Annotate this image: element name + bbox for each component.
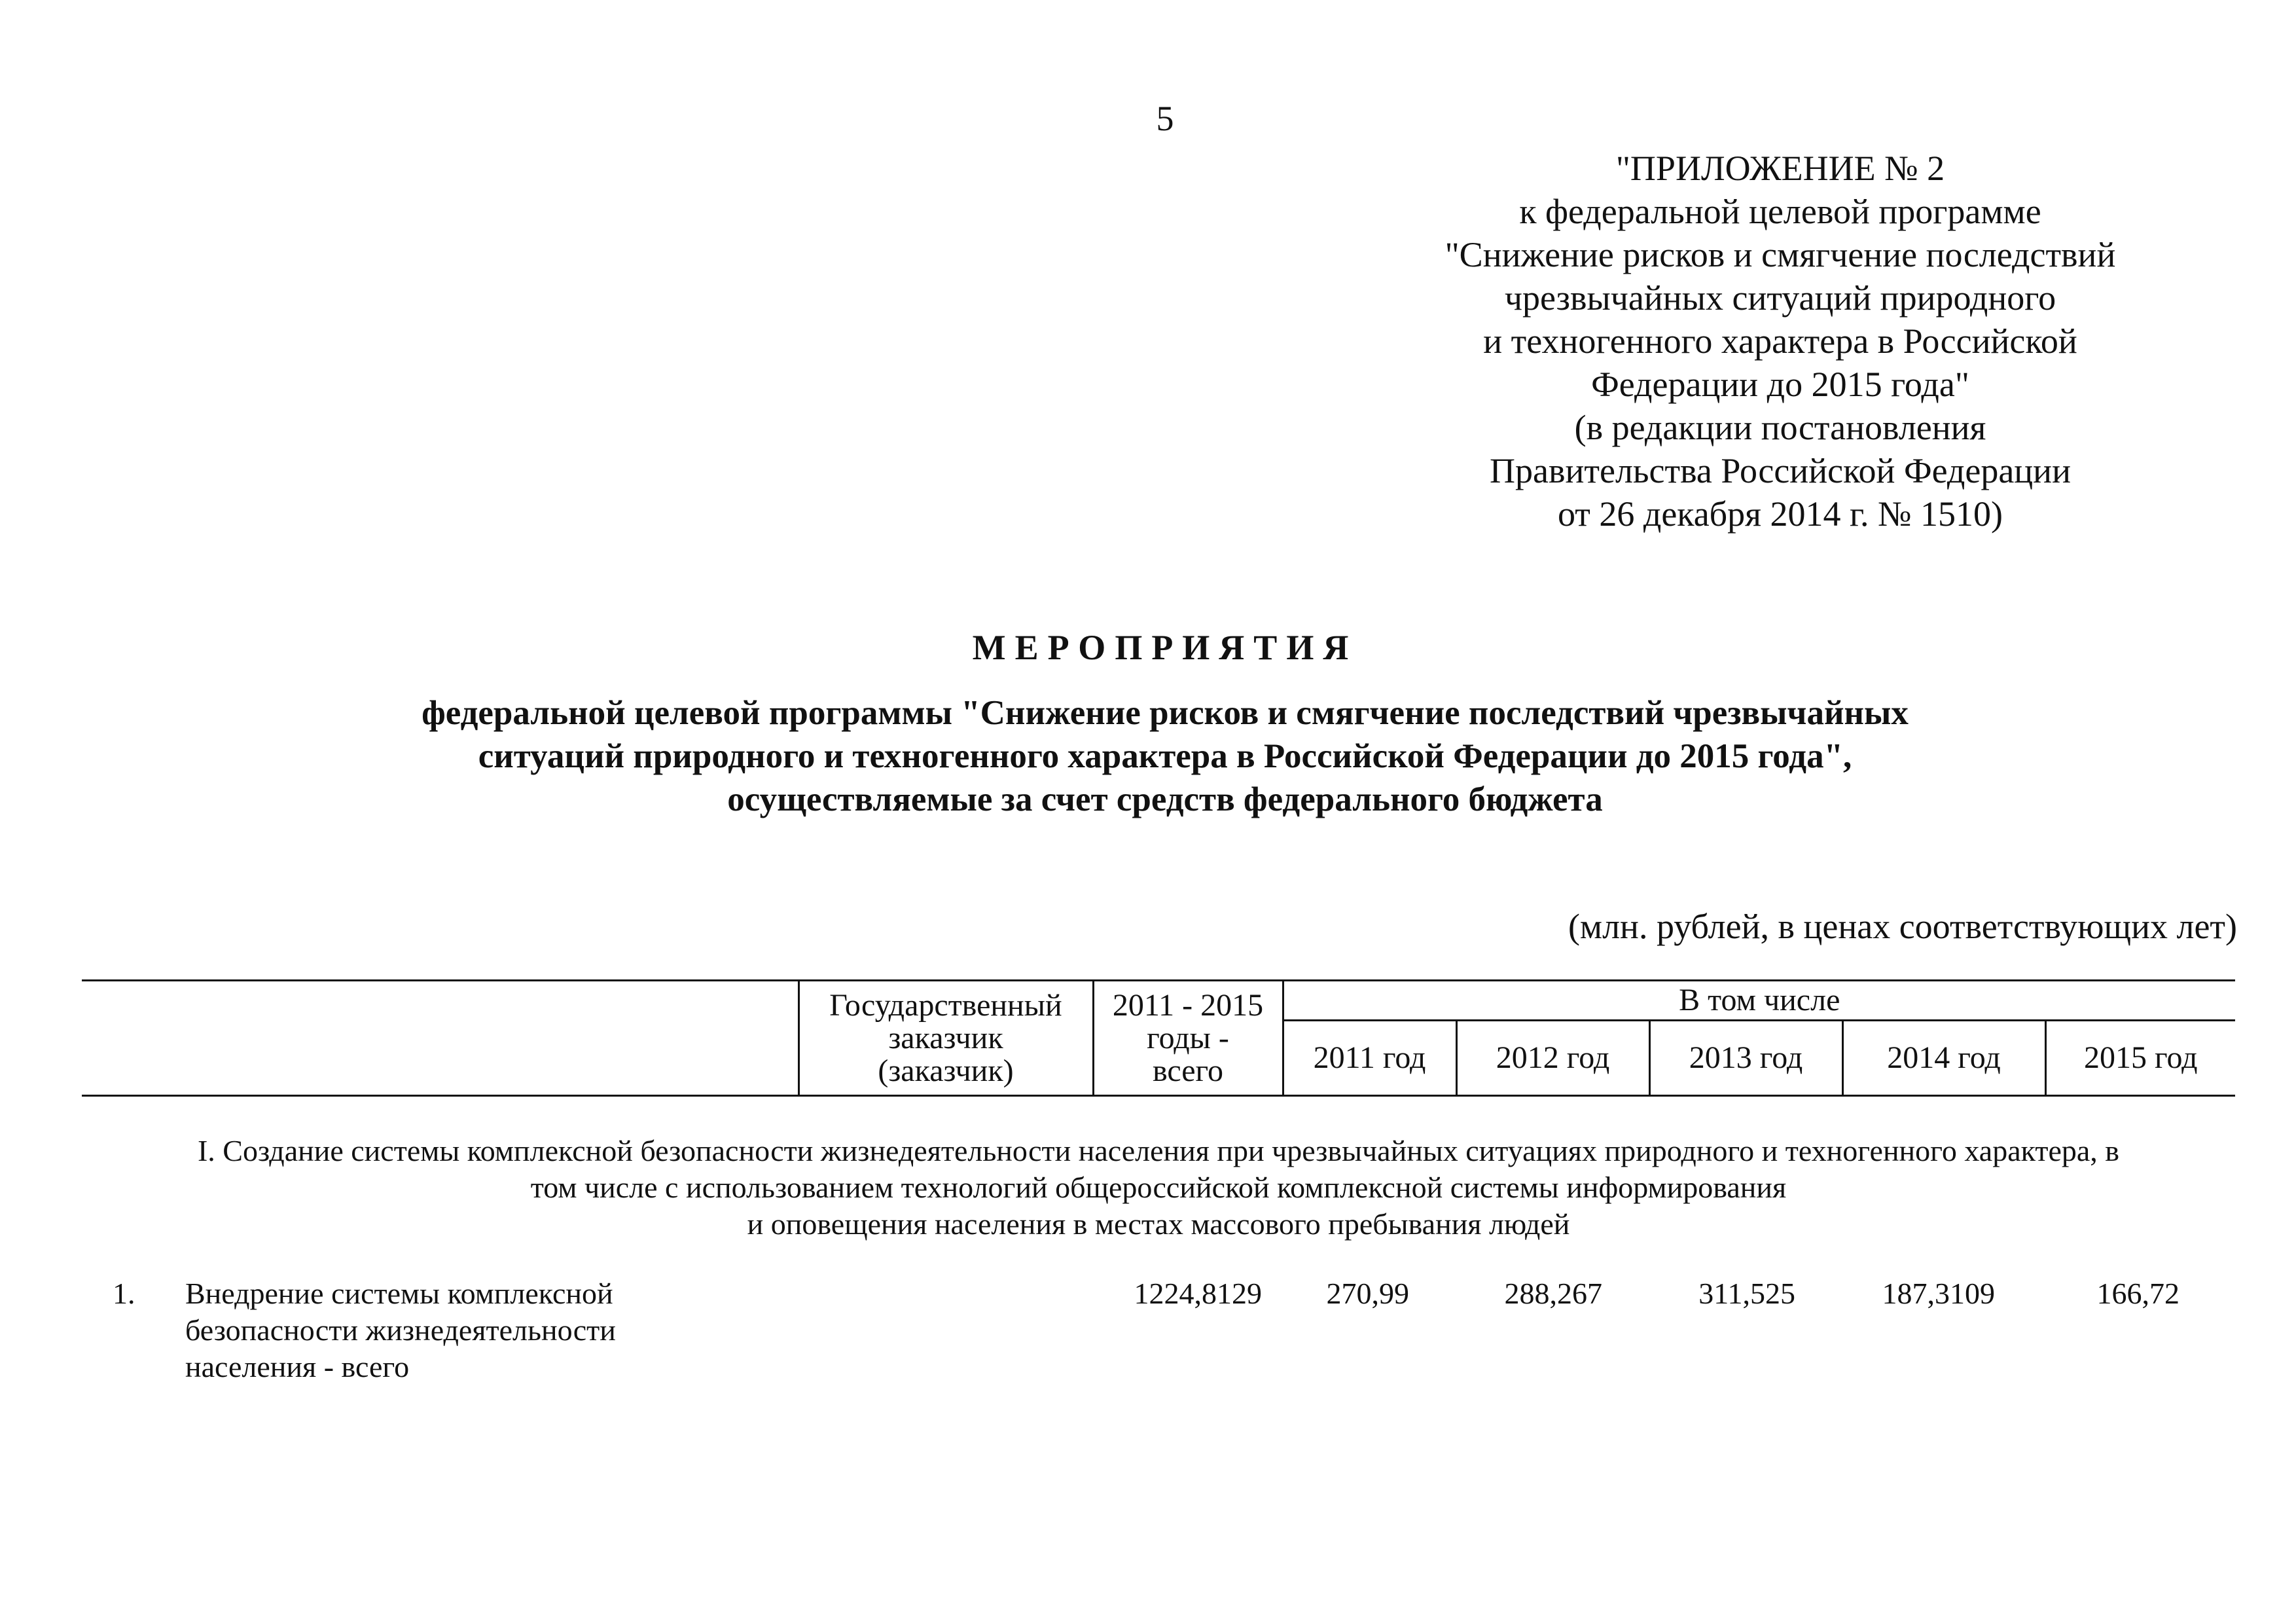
header-customer-line: Государственный [829,987,1062,1023]
header-rule [1283,1095,1456,1096]
subheading-line: федеральной целевой программы "Снижение рисков и смягчение последствий чрезвычайных [422,694,1909,732]
row-value-2014: 187,3109 [1882,1277,1995,1310]
header-rule [2045,1095,2235,1096]
appendix-line: "Снижение рисков и смягчение последствий [1444,235,2116,274]
header-year: 2015 год [2045,1021,2235,1095]
appendix-line: от 26 декабря 2014 г. № 1510) [1557,494,2003,534]
appendix-line: Правительства Российской Федерации [1490,451,2071,490]
header-rule [1842,1095,2045,1096]
header-total-line: 2011 - 2015 [1112,987,1264,1023]
header-rule [1093,1095,1283,1096]
appendix-line: Федерации до 2015 года" [1591,365,1969,404]
row-number: 1. [113,1277,135,1310]
header-customer [798,981,1093,1095]
header-customer-line: заказчик [888,1020,1003,1055]
header-total-line: годы - [1147,1020,1229,1055]
header-total [1093,981,1283,1095]
row-value-2011: 270,99 [1326,1277,1409,1310]
document-subheading [196,691,2134,821]
section-line: и оповещения населения в местах массового пребывания людей [747,1207,1570,1241]
page-number: 5 [1156,99,1174,138]
header-blank-cell [82,981,798,1095]
row-name-line: безопасности жизнедеятельности [185,1313,616,1347]
document-heading: МЕРОПРИЯТИЯ [972,628,1358,667]
section-line: I. Создание системы комплексной безопасности жизнедеятельности населения при чрезвычайных ситуациях природного и техногенного характера, в [197,1134,2120,1167]
section-line: том числе с использованием технологий общероссийской комплексной системы информирования [530,1171,1787,1204]
header-total-line: всего [1152,1053,1224,1088]
table-header [82,979,2235,1097]
appendix-line: чрезвычайных ситуаций природного [1504,278,2056,318]
header-customer-line: (заказчик) [878,1053,1014,1088]
row-name-line: населения - всего [185,1350,410,1383]
row-value-2013: 311,525 [1698,1277,1795,1310]
row-value-2012: 288,267 [1504,1277,1602,1310]
header-rule [798,1095,1093,1096]
appendix-line: и техногенного характера в Российской [1483,321,2077,361]
header-year: 2011 год [1283,1021,1456,1095]
header-rule [82,1095,798,1096]
header-year: 2012 год [1456,1021,1649,1095]
header-year: 2014 год [1842,1021,2045,1095]
appendix-line: к федеральной целевой программе [1519,192,2041,231]
header-including: В том числе [1283,981,2235,1021]
appendix-block [1420,147,2140,536]
units-note: (млн. рублей, в ценах соответствующих лет) [1568,907,2237,946]
subheading-line: осуществляемые за счет средств федерального бюджета [727,780,1603,818]
appendix-line: "ПРИЛОЖЕНИЕ № 2 [1615,149,1945,188]
header-year: 2013 год [1649,1021,1842,1095]
row-total: 1224,8129 [1134,1277,1262,1310]
header-rule [1456,1095,1649,1096]
header-rule [1649,1095,1842,1096]
appendix-line: (в редакции постановления [1574,408,1986,447]
section-title [79,1133,2238,1243]
row-value-2015: 166,72 [2096,1277,2179,1310]
subheading-line: ситуаций природного и техногенного характера в Российской Федерации до 2015 года", [478,737,1852,775]
row-name-line: Внедрение системы комплексной [185,1277,613,1310]
row-name [185,1275,709,1385]
